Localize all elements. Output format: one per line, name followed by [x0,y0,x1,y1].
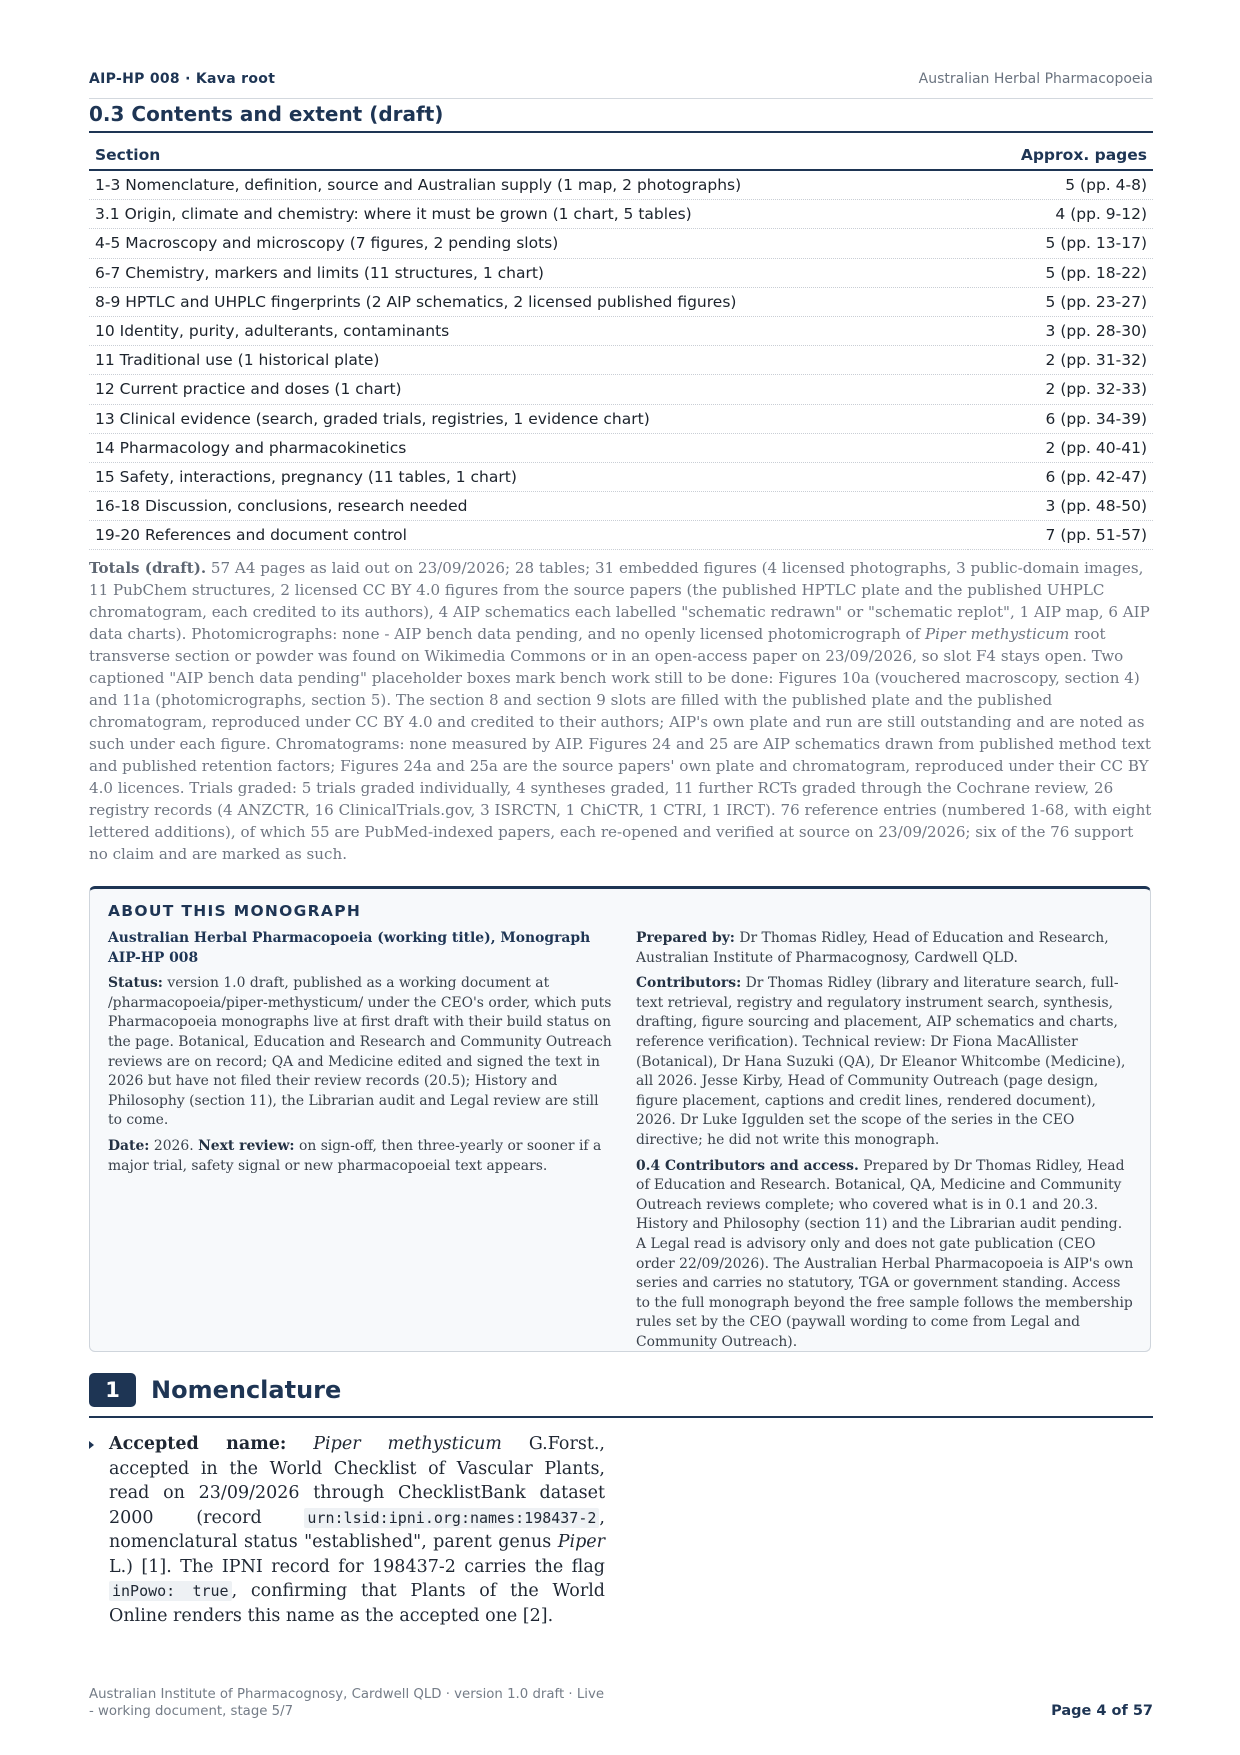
status-text: version 1.0 draft, published as a working document at /pharmacopoeia/piper-methysticum/ under the CEO's order, which puts Pharmacopoeia monographs live at first draft with their build status on the page. Botanical, Education and Research and Community Outreach reviews are on record; QA and Medicine edited and signed the text in 2026 but have not filed their review records (20.5); History and Philosophy (section 11), the Librarian audit and Legal review are still to come. [108,975,612,1129]
page-number: Page 4 of 57 [1051,1703,1153,1719]
prepared-text: Dr Thomas Ridley, Head of Education and Research, Australian Institute of Pharmacognosy, Cardwell QLD. [636,930,1109,966]
running-header [89,70,1153,99]
accepted-name-text-2: , nomenclatural status "established", parent genus [109,1507,605,1552]
pages-cell: 2 (pp. 31-32) [968,346,1153,375]
section-cell: 16-18 Discussion, conclusions, research needed [89,492,968,521]
pages-cell: 7 (pp. 51-57) [968,521,1153,550]
table-row [89,346,1153,375]
next-review-label: Next review: [198,1137,295,1154]
section-cell: 11 Traditional use (1 historical plate) [89,346,968,375]
pages-cell: 5 (pp. 13-17) [968,229,1153,258]
pages-cell: 5 (pp. 23-27) [968,287,1153,316]
footer-institution: Australian Institute of Pharmacognosy, Cardwell QLD · version 1.0 draft · Live - working document, stage 5/7 [89,1687,605,1719]
pages-cell: 6 (pp. 42-47) [968,462,1153,491]
table-row [89,462,1153,491]
pages-cell: 3 (pp. 48-50) [968,492,1153,521]
contributors-label: Contributors: [636,975,742,992]
table-row [89,404,1153,433]
section-cell: 19-20 References and document control [89,521,968,550]
table-header-row [89,140,1153,170]
totals-text-2: root transverse section or powder was found on Wikimedia Commons or in an open-access paper on 23/09/2026, so slot F4 stays open. Two captioned "AIP bench data pending" placeholder boxes mark bench work still to be done: Figures 10a (vouchered macroscopy, section 4) and 11a (photomicrographs, section 5). The section 8 and section 9 slots are filled with the published plate and the published chromatogram, reproduced under CC BY 4.0 and credited to their authors; AIP's own plate and run are still outstanding and are noted as such under each figure. Chromatograms: none measured by AIP. Figures 24 and 25 are AIP schematics drawn from published method text and published retention factors; Figures 24a and 25a are the source papers' own plate and chromatogram, reproduced under their CC BY 4.0 licences. Trials graded: 5 trials graded individually, 4 syntheses graded, 11 further RCTs graded through the Cochrane review, 26 registry records (4 ANZCTR, 16 ClinicalTrials.gov, 3 ISRCTN, 1 ChiCTR, 1 CTRI, 1 IRCT). 76 reference entries (numbered 1-68, with eight lettered additions), of which 55 are PubMed-indexed papers, each re-opened and verified at source on 23/09/2026; six of the 76 support no claim and are marked as such. [89,625,1152,863]
list-item [89,1432,605,1628]
prepared-label: Prepared by: [636,930,735,946]
next-review-text: on sign-off, then three-yearly or sooner if a major trial, safety signal or new pharmacopoeial text appears. [108,1137,602,1174]
section-number-badge: 1 [89,1373,136,1407]
access-label: 0.4 Contributors and access. [636,1157,859,1174]
section-cell: 1-3 Nomenclature, definition, source and Australian supply (1 map, 2 photographs) [89,170,968,200]
section-cell: 14 Pharmacology and pharmacokinetics [89,433,968,462]
table-row [89,433,1153,462]
table-row [89,287,1153,316]
ipni-record-code: urn:lsid:ipni.org:names:198437-2 [304,1508,599,1528]
about-heading: ABOUT THIS MONOGRAPH [108,902,362,920]
accepted-name-text-3: L.) [1]. The IPNI record for 198437-2 carries the flag [109,1556,605,1577]
date-text: 2026. [153,1137,194,1154]
prepared-paragraph [636,929,1134,968]
inpowo-flag-code: inPowo: true [109,1581,232,1601]
section-cell: 3.1 Origin, climate and chemistry: where it must be grown (1 chart, 5 tables) [89,200,968,229]
page-footer [89,1686,1153,1726]
table-row [89,521,1153,550]
column-header-pages: Approx. pages [968,140,1153,170]
totals-text-1: 57 A4 pages as laid out on 23/09/2026; 28 tables; 31 embedded figures (4 licensed photographs, 3 public-domain images, 11 PubChem structures, 2 licensed CC BY 4.0 figures from the source papers (the published HPTLC plate and the published UHPLC chromatogram, each credited to its authors), 4 AIP schematics each labelled "schematic redrawn" or "schematic replot", 1 AIP map, 6 AIP data charts). Photomicrographs: none - AIP bench data pending, and no openly licensed photomicrograph of [89,559,1150,643]
pages-cell: 2 (pp. 40-41) [968,433,1153,462]
column-header-section: Section [89,140,968,170]
section-cell: 13 Clinical evidence (search, graded trials, registries, 1 evidence chart) [89,404,968,433]
about-right-column [636,929,1134,1358]
section-cell: 8-9 HPTLC and UHPLC fingerprints (2 AIP schematics, 2 licensed published figures) [89,287,968,316]
contributors-paragraph [636,974,1134,1150]
status-paragraph [108,974,616,1131]
section-cell: 4-5 Macroscopy and microscopy (7 figures, 2 pending slots) [89,229,968,258]
pages-cell: 2 (pp. 32-33) [968,375,1153,404]
pages-cell: 3 (pp. 28-30) [968,316,1153,345]
accepted-name-text-4: , confirming that Plants of the World Online renders this name as the accepted one [2]. [109,1581,605,1626]
header-publication: Australian Herbal Pharmacopoeia [918,71,1153,87]
nomenclature-title: Nomenclature [151,1376,342,1404]
totals-label: Totals (draft). [89,559,207,577]
table-row [89,492,1153,521]
totals-paragraph [89,557,1153,865]
contents-table-body [89,170,1153,550]
nomenclature-heading [89,1373,1153,1418]
section-cell: 12 Current practice and doses (1 chart) [89,375,968,404]
totals-species: Piper methysticum [924,625,1070,643]
table-row [89,170,1153,200]
table-row [89,229,1153,258]
species-name: Piper methysticum [313,1434,502,1454]
header-doc-id: AIP-HP 008 · Kava root [89,71,276,87]
section-cell: 6-7 Chemistry, markers and limits (11 structures, 1 chart) [89,258,968,287]
access-paragraph [636,1157,1134,1353]
genus-name: Piper [557,1532,605,1552]
table-row [89,316,1153,345]
pages-cell: 6 (pp. 34-39) [968,404,1153,433]
about-title: Australian Herbal Pharmacopoeia (working title), Monograph AIP-HP 008 [108,930,591,966]
pages-cell: 5 (pp. 18-22) [968,258,1153,287]
section-title: 0.3 Contents and extent (draft) [89,100,1153,133]
table-row [89,375,1153,404]
bullet-triangle-icon [89,1441,94,1449]
pages-cell: 5 (pp. 4-8) [968,170,1153,200]
contents-table [89,140,1153,550]
about-left-column [108,929,616,1182]
table-row [89,200,1153,229]
accepted-name-label: Accepted name: [109,1434,287,1454]
accepted-name-text-1: G.Forst., accepted in the World Checklist of Vascular Plants, read on 23/09/2026 through ChecklistBank dataset 2000 (record [109,1434,605,1528]
section-cell: 15 Safety, interactions, pregnancy (11 tables, 1 chart) [89,462,968,491]
pages-cell: 4 (pp. 9-12) [968,200,1153,229]
date-label: Date: [108,1137,150,1154]
section-cell: 10 Identity, purity, adulterants, contaminants [89,316,968,345]
status-label: Status: [108,975,163,992]
table-row [89,258,1153,287]
access-text: Prepared by Dr Thomas Ridley, Head of Education and Research. Botanical, QA, Medicine and Community Outreach reviews complete; who covered what is in 0.1 and 20.3. History and Philosophy (section 11) and the Librarian audit pending. A Legal read is advisory only and does not gate publication (CEO order 22/09/2026). The Australian Herbal Pharmacopoeia is AIP's own series and carries no statutory, TGA or government standing. Access to the full monograph beyond the free sample follows the membership rules set by the CEO (paywall wording to come from Legal and Community Outreach). [636,1157,1134,1350]
date-paragraph [108,1137,616,1176]
about-monograph-box [89,886,1151,1352]
contributors-text: Dr Thomas Ridley (library and literature search, full-text retrieval, registry and regulatory instrument search, synthesis, drafting, figure sourcing and placement, AIP schematics and charts, reference verification). Technical review: Dr Fiona MacAllister (Botanical), Dr Hana Suzuki (QA), Dr Eleanor Whitcombe (Medicine), all 2026. Jesse Kirby, Head of Community Outreach (page design, figure placement, captions and credit lines, rendered document), 2026. Dr Luke Iggulden set the scope of the series in the CEO directive; he did not write this monograph. [636,975,1126,1148]
accepted-name-text [109,1432,605,1628]
